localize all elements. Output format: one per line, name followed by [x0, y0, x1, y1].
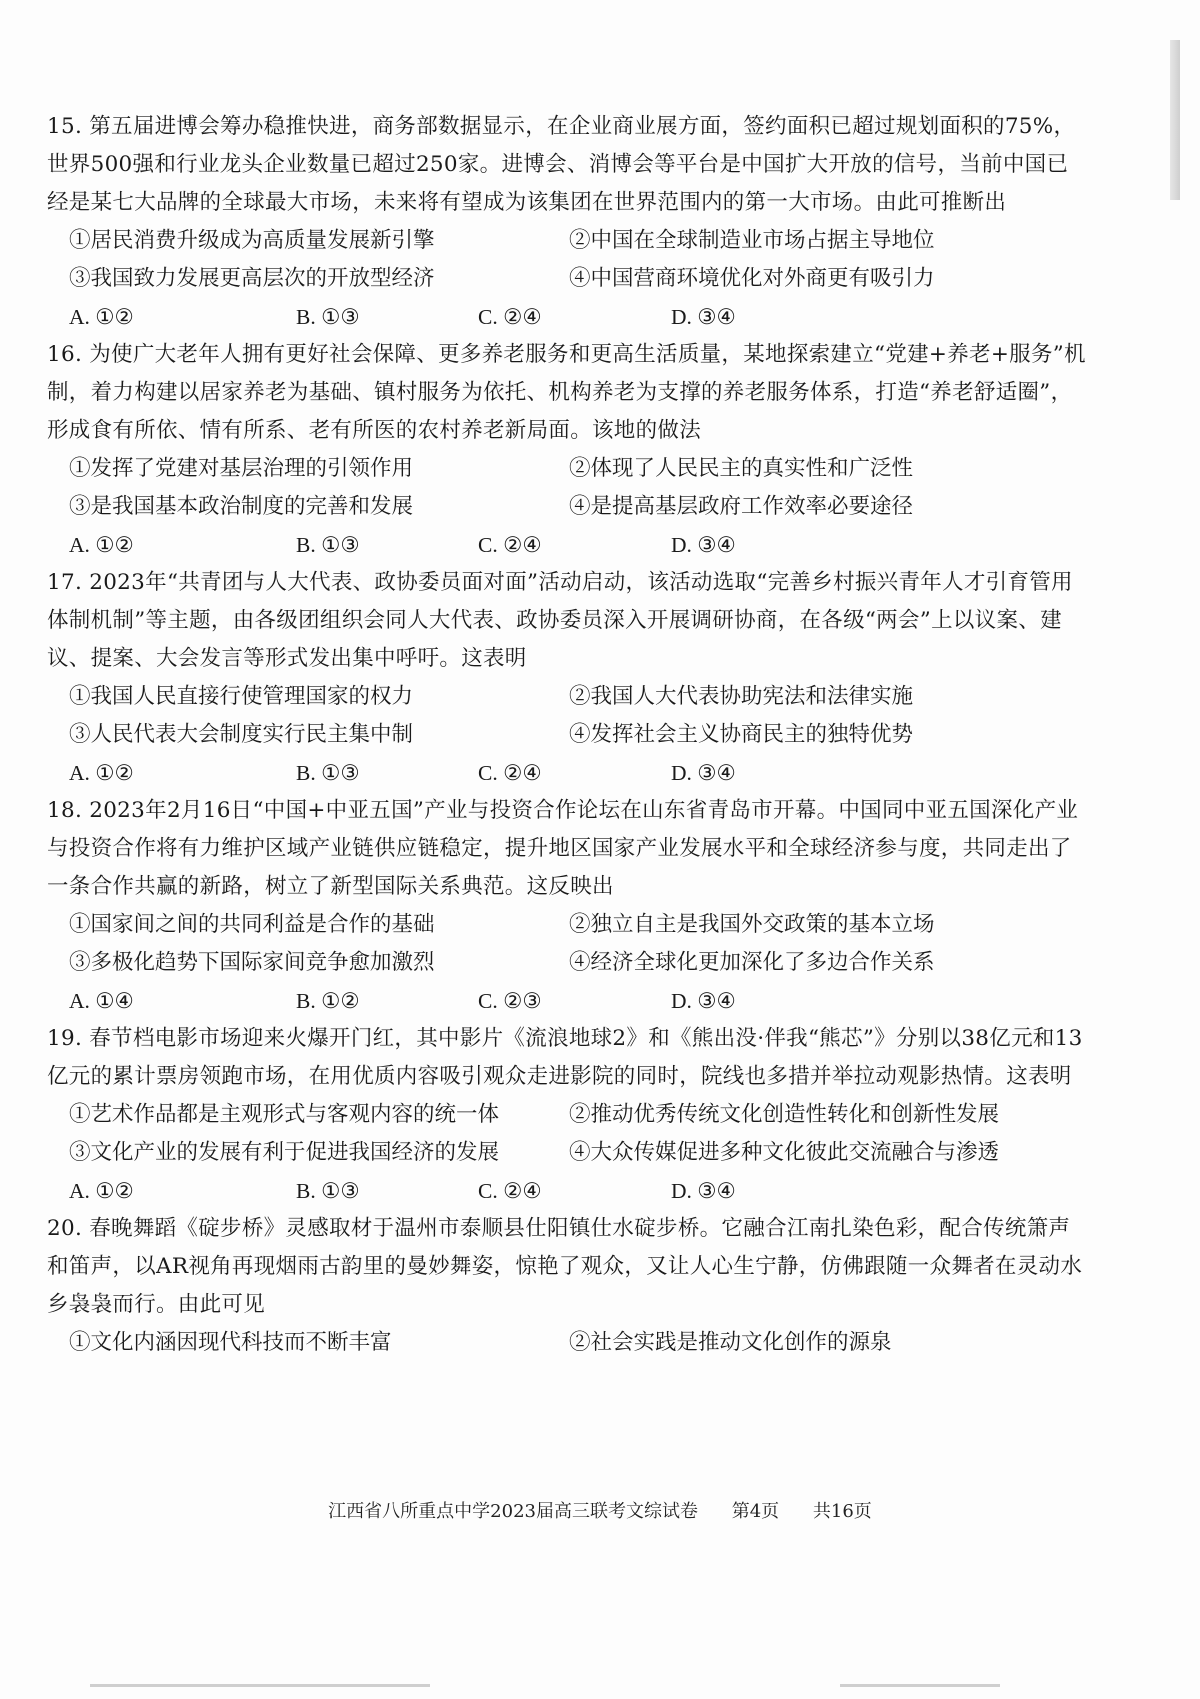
option-2: ②体现了人民民主的真实性和广泛性 [569, 456, 914, 481]
answer-c: C. ②④ [478, 305, 542, 329]
option-2: ②中国在全球制造业市场占据主导地位 [569, 228, 935, 253]
option-1: ①国家间之间的共同利益是合作的基础 [69, 912, 435, 937]
answer-a: A. ①② [69, 761, 134, 785]
options-list [47, 906, 1087, 982]
question-stem: 20. 春晚舞蹈《碇步桥》灵感取材于温州市泰顺县仕阳镇仕水碇步桥。它融合江南扎染色彩，配合传统箫声和笛声，以AR视角再现烟雨古韵里的曼妙舞姿，惊艳了观众，又让人心生宁静，仿佛跟随一众舞者在灵动水乡袅袅而行。由此可见 [47, 1216, 1083, 1317]
answer-d: D. ③④ [671, 1179, 736, 1203]
page-footer [0, 1497, 1200, 1523]
option-4: ④大众传媒促进多种文化彼此交流融合与渗透 [569, 1140, 1000, 1165]
question-stem: 16. 为使广大老年人拥有更好社会保障、更多养老服务和更高生活质量，某地探索建立“党建+养老+服务”机制，着力构建以居家养老为基础、镇村服务为依托、机构养老为支撑的养老服务体系，打造“养老舒适圈”，形成食有所依、情有所系、老有所医的农村养老新局面。该地的做法 [47, 342, 1086, 443]
answer-choices [47, 298, 1087, 336]
questions-block [47, 108, 1087, 1362]
answer-choices [47, 526, 1087, 564]
answer-b: B. ①③ [296, 761, 360, 785]
question-18 [47, 792, 1087, 1020]
option-1: ①艺术作品都是主观形式与客观内容的统一体 [69, 1102, 500, 1127]
scan-edge-shadow [1170, 40, 1180, 200]
answer-c: C. ②③ [478, 989, 542, 1013]
question-16 [47, 336, 1087, 564]
scan-edge-bottom-left [90, 1684, 430, 1687]
option-3: ③人民代表大会制度实行民主集中制 [69, 722, 414, 747]
question-20 [47, 1210, 1087, 1362]
answer-c: C. ②④ [478, 761, 542, 785]
question-15 [47, 108, 1087, 336]
options-list [47, 1096, 1087, 1172]
answer-d: D. ③④ [671, 533, 736, 557]
question-stem: 18. 2023年2月16日“中国+中亚五国”产业与投资合作论坛在山东省青岛市开幕。中国同中亚五国深化产业与投资合作将有力维护区域产业链供应链稳定，提升地区国家产业发展水平和全球经济参与度，共同走出了一条合作共赢的新路，树立了新型国际关系典范。这反映出 [47, 798, 1079, 899]
option-4: ④是提高基层政府工作效率必要途径 [569, 494, 914, 519]
answer-b: B. ①② [296, 989, 360, 1013]
option-4: ④中国营商环境优化对外商更有吸引力 [569, 266, 935, 291]
answer-b: B. ①③ [296, 1179, 360, 1203]
answer-a: A. ①② [69, 305, 134, 329]
option-1: ①居民消费升级成为高质量发展新引擎 [69, 228, 435, 253]
option-3: ③是我国基本政治制度的完善和发展 [69, 494, 414, 519]
answer-choices [47, 754, 1087, 792]
options-list [47, 1324, 1087, 1362]
options-list [47, 222, 1087, 298]
question-17 [47, 564, 1087, 792]
answer-choices [47, 1172, 1087, 1210]
option-2: ②社会实践是推动文化创作的源泉 [569, 1330, 892, 1355]
answer-b: B. ①③ [296, 305, 360, 329]
option-2: ②推动优秀传统文化创造性转化和创新性发展 [569, 1102, 1000, 1127]
option-3: ③我国致力发展更高层次的开放型经济 [69, 266, 435, 291]
answer-d: D. ③④ [671, 761, 736, 785]
answer-a: A. ①② [69, 533, 134, 557]
question-stem: 17. 2023年“共青团与人大代表、政协委员面对面”活动启动，该活动选取“完善乡村振兴青年人才引育管用体制机制”等主题，由各级团组织会同人大代表、政协委员深入开展调研协商，在各级“两会”上以议案、建议、提案、大会发言等形式发出集中呼吁。这表明 [47, 570, 1073, 671]
option-2: ②我国人大代表协助宪法和法律实施 [569, 684, 914, 709]
answer-choices [47, 982, 1087, 1020]
option-2: ②独立自主是我国外交政策的基本立场 [569, 912, 935, 937]
question-stem: 19. 春节档电影市场迎来火爆开门红，其中影片《流浪地球2》和《熊出没·伴我“熊芯”》分别以38亿元和13亿元的累计票房领跑市场，在用优质内容吸引观众走进影院的同时，院线也多措并举拉动观影热情。这表明 [47, 1026, 1083, 1089]
options-list [47, 678, 1087, 754]
total-pages: 共16页 [812, 1501, 872, 1522]
option-3: ③文化产业的发展有利于促进我国经济的发展 [69, 1140, 500, 1165]
answer-a: A. ①② [69, 1179, 134, 1203]
exam-title: 江西省八所重点中学2023届高三联考文综试卷 [328, 1501, 698, 1522]
question-19 [47, 1020, 1087, 1210]
option-1: ①文化内涵因现代科技而不断丰富 [69, 1330, 392, 1355]
options-list [47, 450, 1087, 526]
option-4: ④经济全球化更加深化了多边合作关系 [569, 950, 935, 975]
answer-b: B. ①③ [296, 533, 360, 557]
answer-c: C. ②④ [478, 533, 542, 557]
page-number: 第4页 [731, 1501, 780, 1522]
option-4: ④发挥社会主义协商民主的独特优势 [569, 722, 914, 747]
answer-d: D. ③④ [671, 989, 736, 1013]
answer-c: C. ②④ [478, 1179, 542, 1203]
question-stem: 15. 第五届进博会筹办稳推快进，商务部数据显示，在企业商业展方面，签约面积已超过规划面积的75%，世界500强和行业龙头企业数量已超过250家。进博会、消博会等平台是中国扩大开放的信号，当前中国已经是某七大品牌的全球最大市场，未来将有望成为该集团在世界范围内的第一大市场。由此可推断出 [47, 114, 1076, 215]
option-1: ①发挥了党建对基层治理的引领作用 [69, 456, 414, 481]
answer-a: A. ①④ [69, 989, 134, 1013]
answer-d: D. ③④ [671, 305, 736, 329]
option-1: ①我国人民直接行使管理国家的权力 [69, 684, 414, 709]
scan-edge-bottom-right [840, 1684, 1000, 1687]
option-3: ③多极化趋势下国际家间竞争愈加激烈 [69, 950, 435, 975]
